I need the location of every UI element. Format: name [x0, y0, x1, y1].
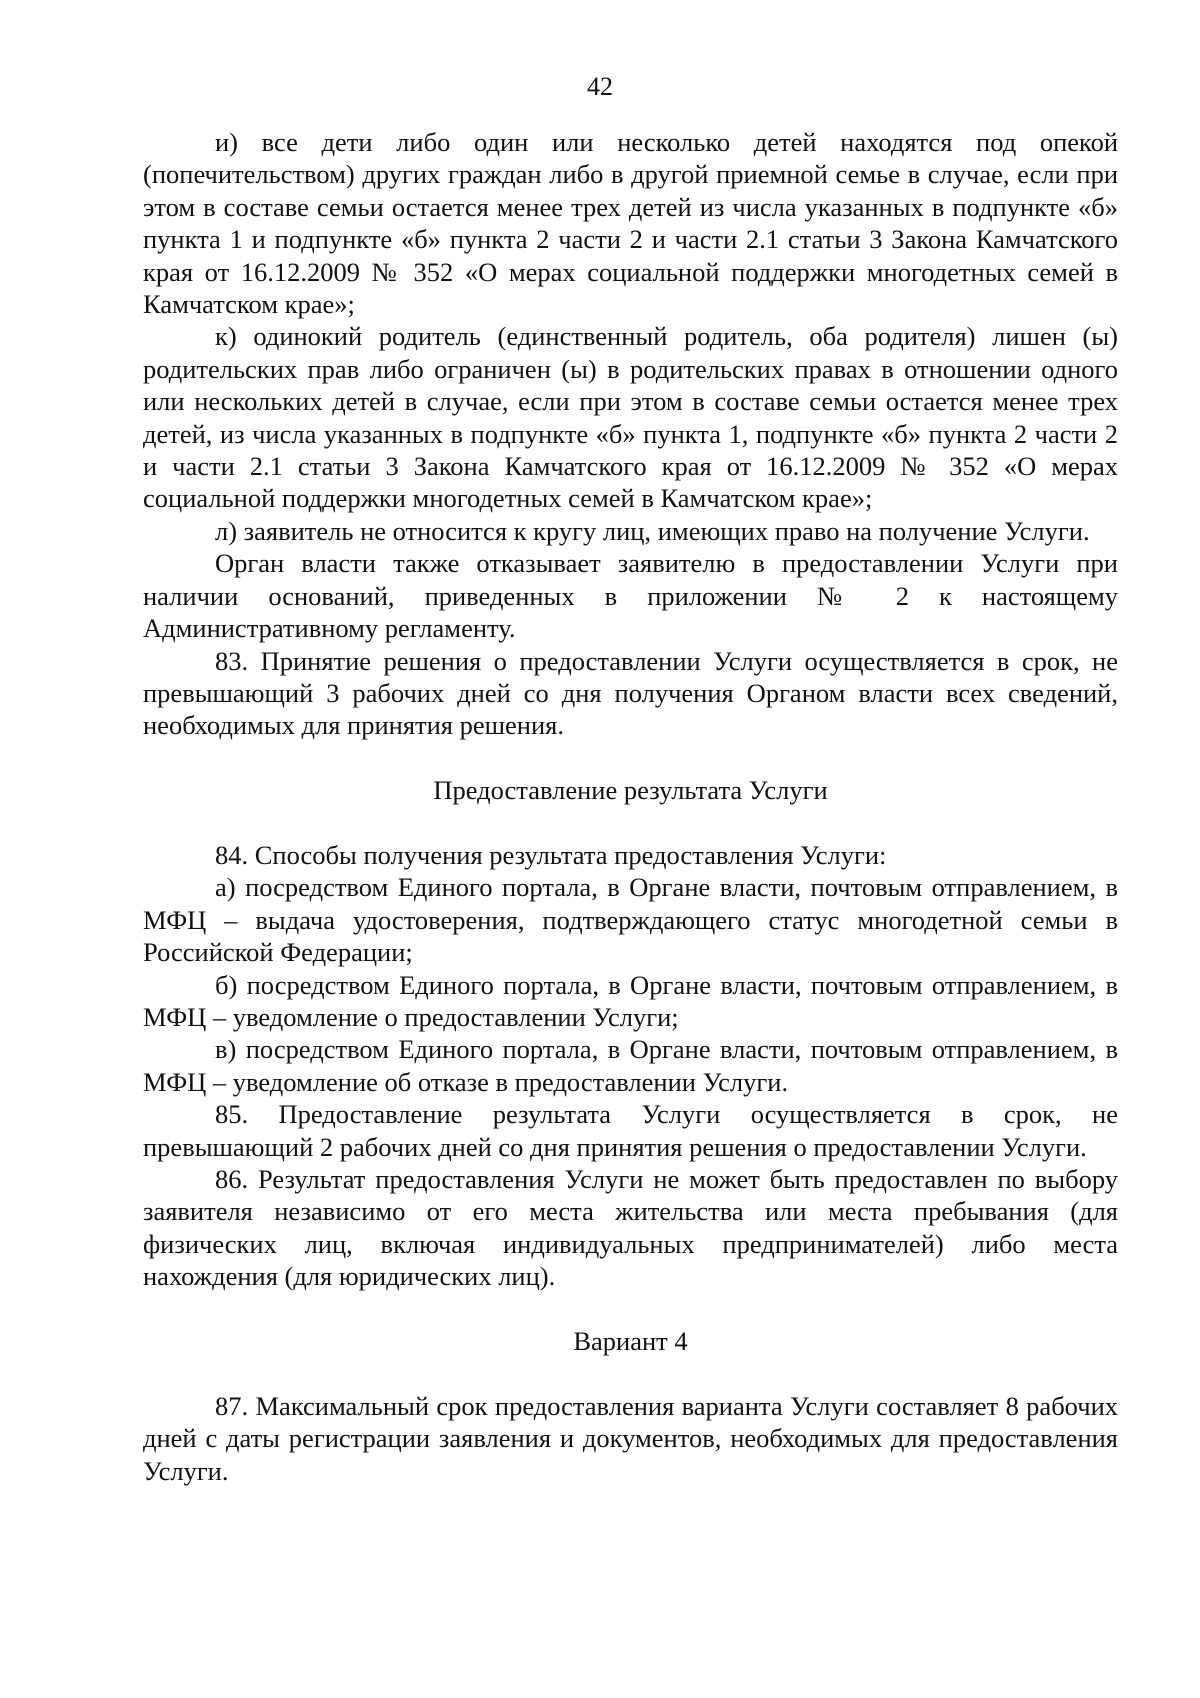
paragraph-87: 87. Максимальный срок предоставления варианта Услуги составляет 8 рабочих дней с даты регистрации заявления и документов, необходимых для предоставления Услуги. — [143, 1390, 1118, 1486]
spacer — [143, 1357, 1118, 1389]
paragraph-84: 84. Способы получения результата предоставления Услуги: — [215, 839, 887, 870]
paragraph-86: 86. Результат предоставления Услуги не может быть предоставлен по выбору заявителя независимо от его места жительства или места пребывания (для физических лиц, включая индивидуальных предпринимателей) либо места нахождения (для юридических лиц). — [143, 1163, 1118, 1292]
paragraph-83: 83. Принятие решения о предоставлении Услуги осуществляется в срок, не превышающий 3 рабочих дней со дня получения Органом власти всех сведений, необходимых для принятия решения. — [143, 645, 1118, 741]
paragraph-84-v: в) посредством Единого портала, в Органе власти, почтовым отправлением, в МФЦ – уведомление об отказе в предоставлении Услуги. — [143, 1034, 1118, 1097]
page-number: 42 — [587, 72, 613, 101]
section-heading-result: Предоставление результата Услуги — [433, 775, 828, 806]
paragraph-84-a: а) посредством Единого портала, в Органе власти, почтовым отправлением, в МФЦ – выдача удостоверения, подтверждающего статус многодетной семьи в Российской Федерации; — [143, 872, 1118, 968]
paragraph-item-i: и) все дети либо один или несколько детей находятся под опекой (попечительством) других граждан либо в другой приемной семье в случае, если при этом в составе семьи остается менее трех детей из числа указанных в подпункте «б» пункта 1 и подпункте «б» пункта 2 части 2 и части 2.1 статьи 3 Закона Камчатского края от 16.12.2009 № 352 «О мерах социальной поддержки многодетных семей в Камчатском крае»; — [143, 127, 1118, 320]
spacer — [143, 742, 1118, 774]
paragraph-84-b: б) посредством Единого портала, в Органе власти, почтовым отправлением, в МФЦ – уведомление о предоставлении Услуги; — [143, 969, 1118, 1032]
spacer — [143, 807, 1118, 839]
paragraph-item-l: л) заявитель не относится к кругу лиц, имеющих право на получение Услуги. — [215, 515, 1090, 546]
paragraph-85: 85. Предоставление результата Услуги осуществляется в срок, не превышающий 2 рабочих дней со дня принятия решения о предоставлении Услуги. — [143, 1099, 1118, 1162]
paragraph-refusal-grounds: Орган власти также отказывает заявителю в предоставлении Услуги при наличии оснований, приведенных в приложении № 2 к настоящему Административному регламенту. — [143, 548, 1118, 644]
paragraph-item-k: к) одинокий родитель (единственный родитель, оба родителя) лишен (ы) родительских прав либо ограничен (ы) в родительских правах в отношении одного или нескольких детей в случае, если при этом в составе семьи остается менее трех детей, из числа указанных в подпункте «б» пункта 1, подпункте «б» пункта 2 части 2 и части 2.1 статьи 3 Закона Камчатского края от 16.12.2009 № 352 «О мерах социальной поддержки многодетных семей в Камчатском крае»; — [143, 321, 1118, 514]
spacer — [143, 1293, 1118, 1325]
section-heading-variant-4: Вариант 4 — [573, 1325, 688, 1356]
document-body — [143, 126, 1118, 1487]
